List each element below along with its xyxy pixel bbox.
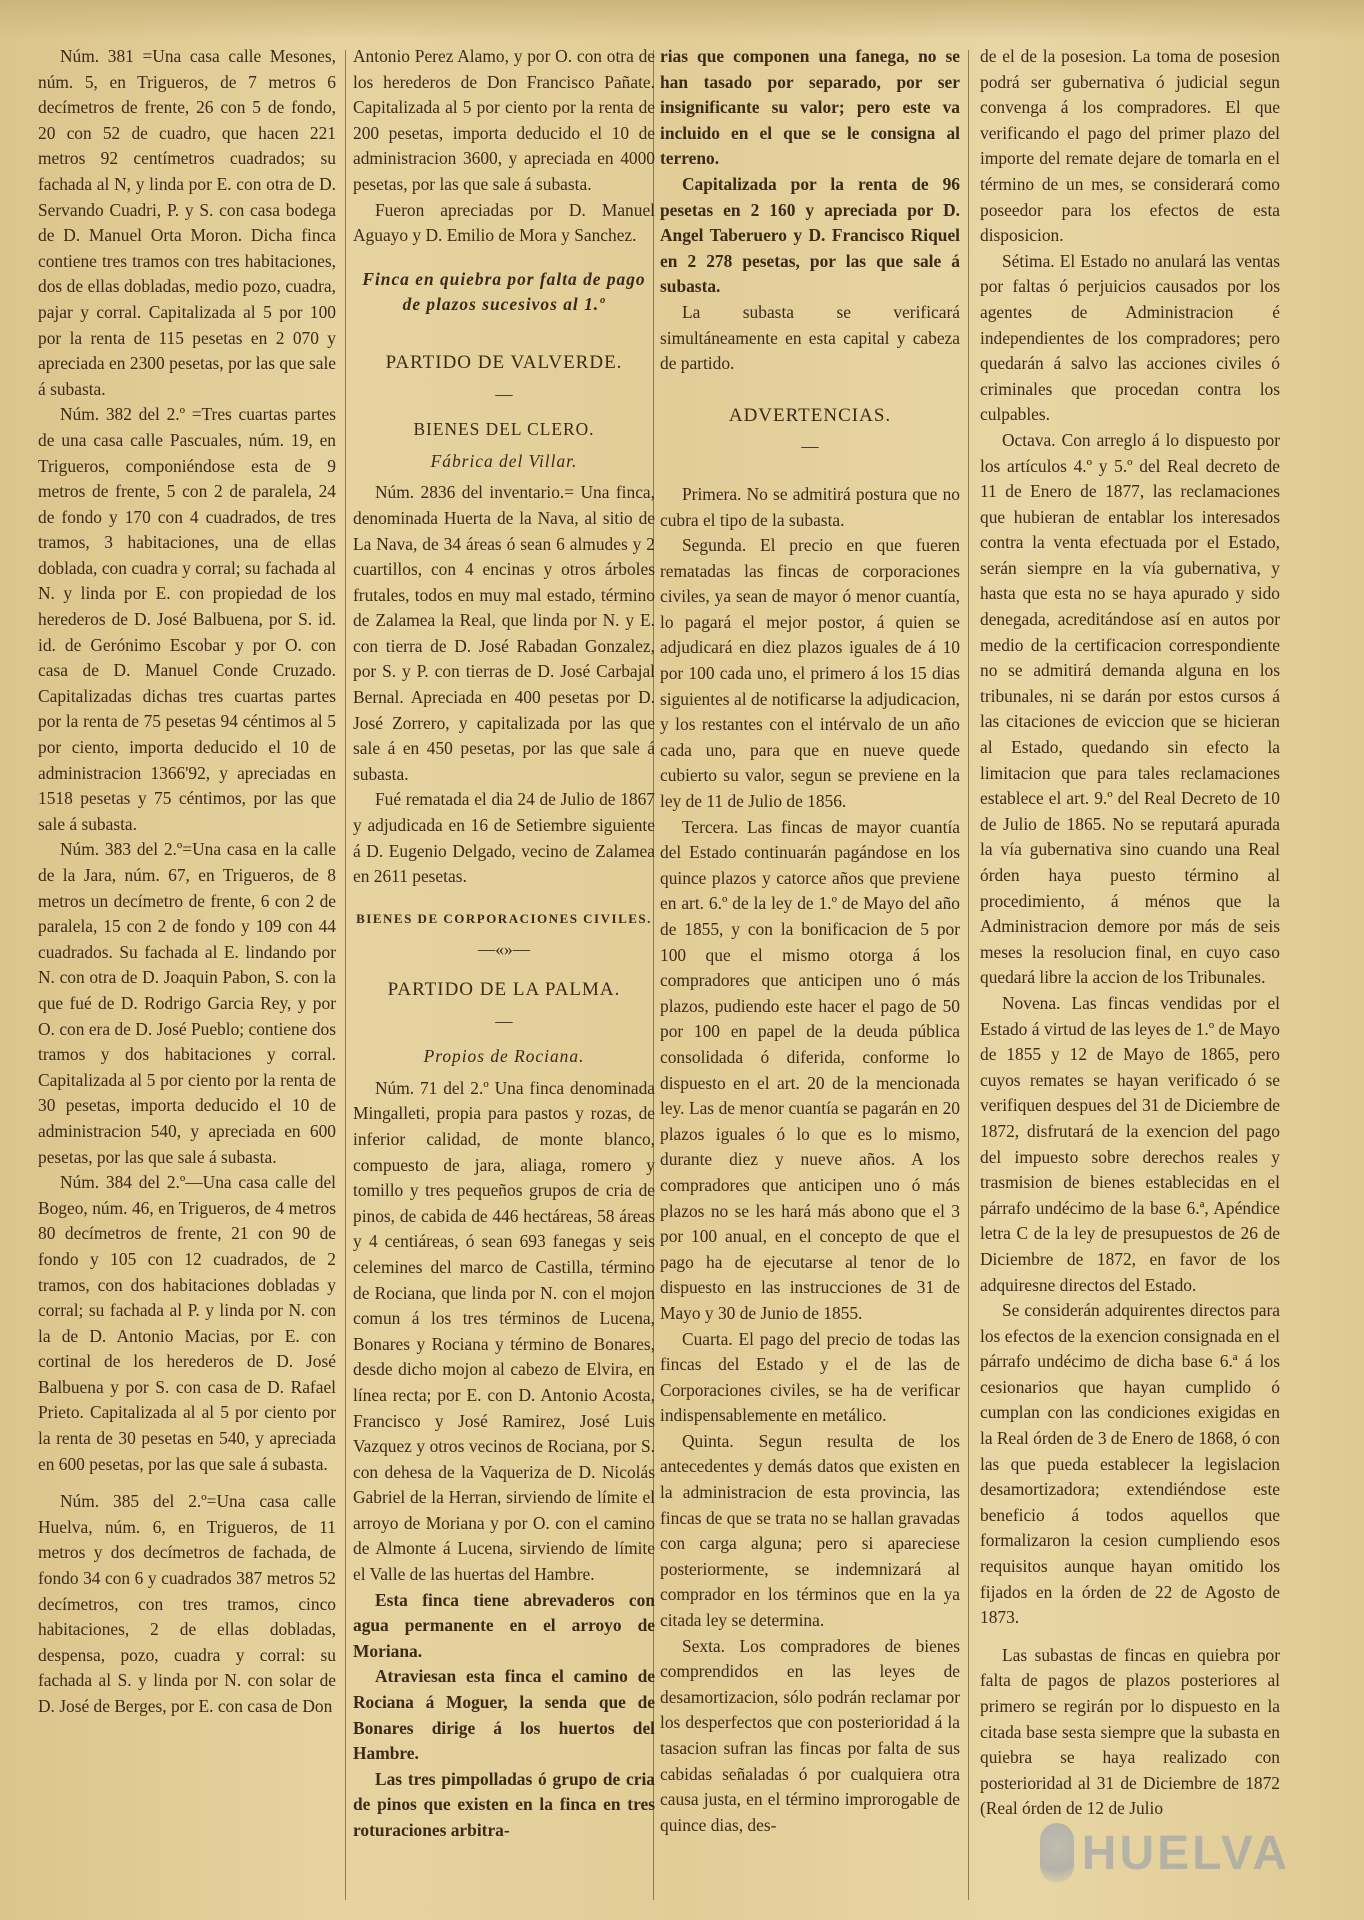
paragraph: La subasta se verificará simultáneamente en esta capital y cabeza de partido. (660, 301, 960, 374)
section-heading: PARTIDO DE VALVERDE. (385, 351, 623, 373)
spacer (353, 249, 655, 261)
subheading: Finca en quiebra por falta de pago de plazos sucesivos al 1.º (362, 268, 646, 315)
paragraph: Las subastas de fincas en quiebra por falta de pagos de plazos posteriores al primero se regirán por lo dispuesto en la citada base sesta siempre que la subasta en quiebra se haya realizado con posterioridad al 31 de Diciembre de 1872 (Real órden de 12 de Julio (980, 1644, 1280, 1819)
column-2 (353, 44, 655, 1904)
separator: — (801, 436, 819, 457)
subheading: Fábrica del Villar. (430, 450, 578, 471)
coat-of-arms-icon (1040, 1823, 1074, 1883)
subheading: BIENES DEL CLERO. (413, 419, 595, 440)
paragraph: Segunda. El precio en que fueren rematadas las fincas de corporaciones civiles, ya sean de mayor ó menor cuantía, lo pagará el mejor postor, á quien se adjudicará en diez plazos iguales de á 10 por 100 cada uno, el primero á los 15 dias siguientes al de notificarse la adjudicacion, y los restantes con el intérvalo de un año cada uno, para que en nueve quede cubierto su valor, segun se previene en la ley de 11 de Julio de 1856. (660, 535, 960, 812)
library-watermark (1040, 1818, 1290, 1888)
paragraph: Sexta. Los compradores de bienes comprendidos en las leyes de desamortizacion, sólo podrán reclamar por los desperfectos que con posterioridad á la tasacion sufran las fincas por falta de sus cabidas señaladas ó por cualquiera otra causa justa, en el término improrogable de quince dias, des- (660, 1635, 960, 1835)
paragraph: Cuarta. El pago del precio de todas las fincas del Estado y el de las de Corporaciones civiles, se ha de verificar indispensablemente en metálico. (660, 1328, 960, 1426)
spacer (660, 377, 960, 389)
column-1 (38, 44, 336, 1904)
spacer (353, 324, 655, 336)
paragraph: Esta finca tiene abrevaderos con agua permanente en el arroyo de Moriana. (353, 1589, 655, 1661)
paragraph: Tercera. Las fincas de mayor cuantía del Estado continuarán pagándose en los quince plazos y catorce años que previene en art. 6.º de la ley de 1.º de Mayo del año de 1855, y con la bonificacion de 5 por 100 que el mismo otorga á los compradores que anticipen uno ó más plazos, pudiendo este hacer el pago de 50 por 100 en papel de la deuda pública consolidada ó diferida, conforme lo dispuesto en el art. 20 de la mencionada ley. Las de menor cuantía se pagarán en 20 plazos iguales ó lo que es lo mismo, durante diez y nueve años. A los compradores que anticipen uno ó más plazos no se les hará más abono que el 3 por 100 anual, en el concepto de que el pago ha de ejecutarse al tenor de lo dispuesto en las instrucciones de 31 de Mayo y 30 de Junio de 1855. (660, 816, 960, 1323)
spacer (38, 1477, 336, 1489)
spacer (660, 470, 960, 482)
paragraph: de el de la posesion. La toma de posesion podrá ser gubernativa ó judicial segun convenga á los compradores. El que verificando el pago del primer plazo del importe del remate dejare de tomarla en el término de un mes, se considerará como poseedor para los efectos de esta disposicion. (980, 46, 1280, 246)
subheading: Propios de Rociana. (423, 1046, 585, 1067)
paragraph: Las tres pimpolladas ó grupo de cria de pinos que existen en la finca en tres roturaciones arbitra- (353, 1768, 655, 1840)
paragraph: Núm. 381 =Una casa calle Mesones, núm. 5, en Trigueros, de 7 metros 6 decímetros de frente, 26 con 5 de fondo, 20 con 52 de cuadro, que hacen 221 metros 92 centímetros cuadrados; su fachada al N, y linda por E. con otra de D. Servando Cuadri, P. y S. con casa bodega de D. Manuel Orta Moron. Dicha finca contiene tres tramos con tres habitaciones, dos de ellas dobladas, medio pozo, cuadra, pajar y corral. Capitalizada al 5 por 100 por la renta de 115 pesetas en 2 070 y apreciada en 2300 pesetas, por las que sale á subasta. (38, 46, 336, 399)
paragraph: Núm. 71 del 2.º Una finca denominada Mingalleti, propia para pastos y rozas, de inferior calidad, de monte blanco, compuesto de jara, aliaga, romero y tomillo y tres pequeños grupos de cria de pinos, de cabida de 446 hectáreas, 58 áreas y 4 centiáreas, ó sean 693 fanegas y seis celemines del marco de Castilla, término de Rociana, que linda por N. con el mojon comun á los tres términos de Lucena, Bonares y Rociana y término de Bonares, desde dicho mojon al cabezo de Elvira, en línea recta; por E. con D. Antonio Acosta, Francisco y José Ramirez, José Luis Vazquez y otros vecinos de Rociana, por S. con dehesa de la Vaqueriza de D. Nicolás Gabriel de la Herran, sirviendo de límite el arroyo de Moriana y por O. con el camino de Almonte á Lucena, sirviendo de límite el Valle de las huertas del Hambre. (353, 1077, 655, 1585)
paragraph: Quinta. Segun resulta de los antecedentes y demás datos que existen en la administracion de esta provincia, las fincas de que se trata no se hallan gravadas con carga alguna; pero si apareciese posteriormente, se indemnizará al comprador en los términos que en la ya citada ley se determina. (660, 1430, 960, 1631)
spacer (980, 1631, 1280, 1643)
torn-top-edge (0, 0, 1364, 40)
paragraph: Núm. 383 del 2.º=Una casa en la calle de la Jara, núm. 67, en Trigueros, de 8 metros un decímetro de frente, 6 con 2 de paralela, 15 con 2 de fondo y 109 con 44 cuadrados. Su fachada al E. lindando por N. con otra de D. Joaquin Pabon, S. con la que fué de D. Rodrigo Garcia Rey, y por O. con era de D. José Pueblo; contiene dos tramos y dos habitaciones y corral. Capitalizada al 5 por ciento por la renta de 30 pesetas, importa deducido el 10 de administracion 540, y apreciada en 600 pesetas, por las que sale á subasta. (38, 839, 336, 1167)
paragraph: rias que componen una fanega, no se han tasado por separado, por ser insignificante su valor; pero este va incluido en el que se le consigna al terreno. (660, 46, 960, 169)
paragraph: Capitalizada por la renta de 96 pesetas en 2 160 y apreciada por D. Angel Taberuero y D. Francisco Riquel en 2 278 pesetas, por las que sale á subasta. (660, 173, 960, 297)
paragraph: Núm. 385 del 2.º=Una casa calle Huelva, núm. 6, en Trigueros, de 11 metros y dos decímetros de fachada, de fondo 34 con 6 y cuadrados 387 metros 52 decímetros, con tres tramos, cinco habitaciones, 2 de ellas dobladas, despensa, pozo, cuadra y corral: su fachada al S. y linda por N. con solar de D. José de Berges, por E. con casa de Don (38, 1491, 336, 1716)
paragraph: Se considerán adquirentes directos para los efectos de la exencion consignada en el párrafo undécimo de dicha base 6.ª á los cesionarios que hayan cumplido ó cumplan con las condiciones exigidas en la Real órden de 3 de Enero de 1868, ó con las que pueda establecer la legislacion desamortizadora; extendiéndose este beneficio á todos aquellos que formalizaron la cesion cumpliendo esos requisitos aunque hayan omitido los fijados en la órden de 22 de Agosto de 1873. (980, 1300, 1280, 1628)
paragraph: Fué rematada el dia 24 de Julio de 1867 y adjudicada en 16 de Setiembre siguiente á D. Eugenio Delgado, vecino de Zalamea en 2611 pesetas. (353, 789, 655, 887)
separator: —«»— (477, 939, 531, 960)
section-heading: ADVERTENCIAS. (728, 404, 892, 426)
paragraph: Fueron apreciadas por D. Manuel Aguayo y D. Emilio de Mora y Sanchez. (353, 199, 655, 246)
column-rule (345, 50, 346, 1900)
paragraph: Núm. 2836 del inventario.= Una finca, denominada Huerta de la Nava, al sitio de La Nava, de 34 áreas ó sean 6 almudes y 2 cuartillos, con 4 encinas y otros árboles frutales, todos en muy mal estado, término de Zalamea la Real, que linda por N. y E. con tierra de D. José Rabadan Gonzalez, por S. y P. con tierras de D. José Carbajal Bernal. Apreciada en 400 pesetas por D. José Zorrero, y capitalizada por las que sale á en 450 pesetas, por las que sale á subasta. (353, 482, 655, 784)
paragraph: Sétima. El Estado no anulará las ventas por faltas ó perjuicios causados por los agentes de Administracion é independientes de los compradores; pero quedarán á salvo las acciones civiles ó criminales que procedan contra los culpables. (980, 250, 1280, 425)
paragraph: Novena. Las fincas vendidas por el Estado á virtud de las leyes de 1.º de Mayo de 1855 y 12 de Mayo de 1865, pero cuyos remates se hayan verificado ó se verifiquen despues del 31 de Diciembre de 1872, disfrutará de la exencion del pago del impuesto sobre derechos reales y trasmision de bienes establecidas en el párrafo undécimo de la base 6.ª, Apéndice letra C de la ley de presupuestos de 26 de Diciembre de 1872, en favor de los adquiresne directos del Estado. (980, 992, 1280, 1295)
section-heading: PARTIDO DE LA PALMA. (387, 979, 621, 1000)
separator: — (495, 1010, 513, 1031)
section-heading: BIENES DE CORPORACIONES CIVILES. (356, 910, 652, 926)
paragraph: Octava. Con arreglo á lo dispuesto por los artículos 4.º y 5.º del Real decreto de 11 de Enero de 1877, las reclamaciones que hubieran de entablar los interesados contra la venta efectuada por el Estado, serán siempre en la vía gubernativa, y hasta que esta no se haya apurado y sido denegada, acreditándose así en autos por medio de la certificacion correspondiente no se admitirá demanda alguna en los tribunales, ni se darán por estos cursos á las citaciones de eviccion que se hicieran al Estado, quedando sin efecto la limitacion que para tales reclamaciones establece el art. 9.º del Real Decreto de 10 de Julio de 1865. No se reputará apurada la vía gubernativa sino cuando una Real órden haya puesto término al procedimiento, á ménos que la Administracion demore por más de seis meses la resolucion final, en cuyo caso quedará libre la accion de los Tribunales. (980, 429, 1280, 988)
watermark-text: HUELVA (1081, 1826, 1290, 1880)
paragraph: Atraviesan esta finca el camino de Rociana á Moguer, la senda que de Bonares dirige á los huertos del Hambre. (353, 1666, 655, 1764)
column-4 (980, 44, 1280, 1904)
paragraph: Núm. 384 del 2.º—Una casa calle del Bogeo, núm. 46, en Trigueros, de 4 metros 80 decímetros de frente, 21 con 90 de fondo y 105 con 12 cuadrados, de 2 tramos, con dos habitaciones dobladas y corral; su fachada al P. y linda por N. con la de D. Antonio Macias, por E. con cortinal de los herederos de D. José Balbuena y por S. con casa de D. Rafael Prieto. Capitalizada al al 5 por ciento por la renta de 30 pesetas en 540, y apreciada en 600 pesetas, por las que sale á subasta. (38, 1172, 336, 1474)
paragraph: Núm. 382 del 2.º =Tres cuartas partes de una casa calle Pascuales, núm. 19, en Trigueros, componiéndose esta de 9 metros de frente, 5 con 2 de paralela, 24 de fondo y 170 con 4 cuadrados, de tres tramos, 3 habitaciones, una de ellas doblada, con cuadra y corral; su fachada al N. y linda por E. con propiedad de los herederos de D. José Balbuena, por S. id. id. de Gerónimo Escobar y por O. con casa de D. Manuel Conde Cruzado. Capitalizadas dichas tres cuartas partes por la renta de 75 pesetas 94 céntimos al 5 por ciento, importa deducido el 10 de administracion 1366'92, y apreciadas en 1518 pesetas y 75 céntimos, por las que sale á subasta. (38, 404, 336, 834)
separator: — (495, 383, 513, 404)
column-rule (968, 50, 969, 1900)
paragraph: Antonio Perez Alamo, y por O. con otra de los herederos de Don Francisco Pañate. Capitalizada al 5 por ciento por la renta de 200 pesetas, importa deducido el 10 de administracion 3600, y apreciada en 4000 pesetas, por las que sale á subasta. (353, 46, 655, 194)
paragraph: Primera. No se admitirá postura que no cubra el tipo de la subasta. (660, 483, 960, 530)
column-3 (660, 44, 960, 1904)
